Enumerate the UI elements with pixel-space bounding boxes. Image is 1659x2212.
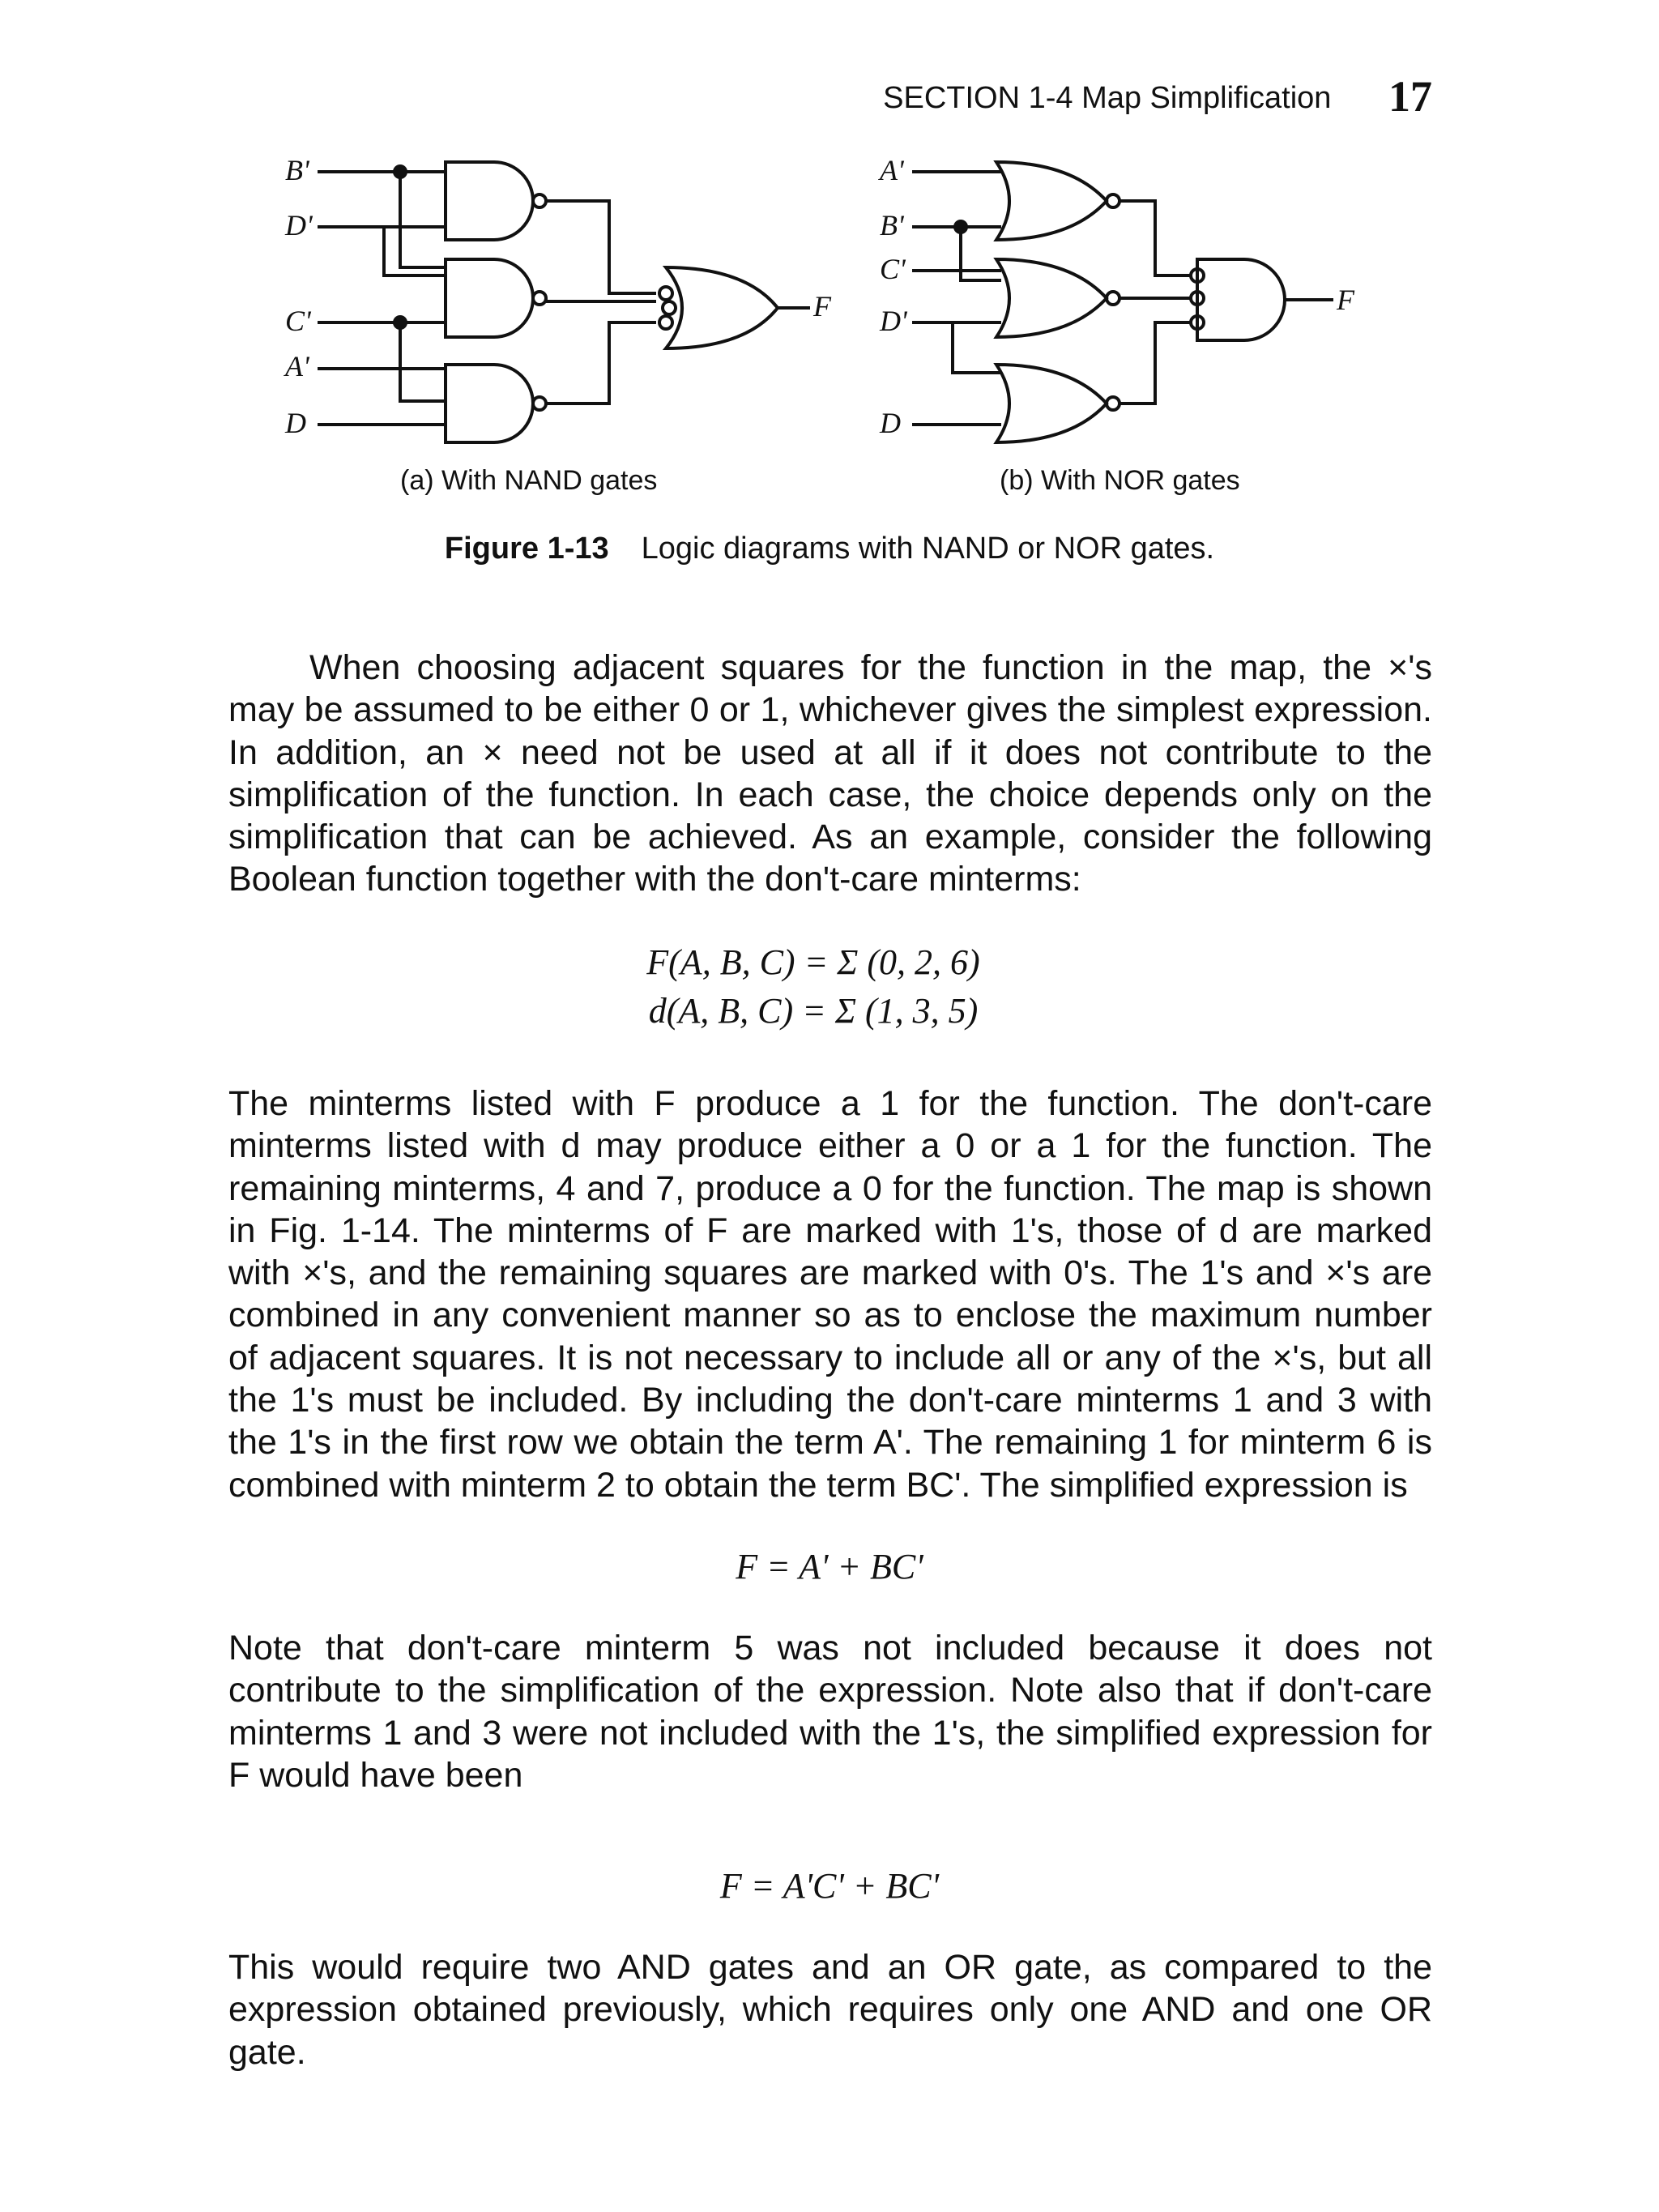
equation-f: F(A, B, C) = Σ (0, 2, 6) bbox=[646, 942, 980, 982]
wire bbox=[1120, 322, 1191, 404]
nand-input-label: C' bbox=[285, 305, 311, 337]
nand-input-label: D' bbox=[285, 209, 313, 241]
nor-input-label: D' bbox=[880, 305, 907, 337]
nand-input-label: A' bbox=[285, 350, 309, 382]
figure-caption-text: Logic diagrams with NAND or NOR gates. bbox=[641, 532, 1215, 566]
paragraph-dont-care-intro: When choosing adjacent squares for the function in the map, the ×'s may be assumed to be either 0 or 1, whichever gives the simplest expression. In addition, an × need not be used at all if it does not contribute to the simplification of the function. In each case, the choice depends only on the simplification that can be achieved. As an example, consider the following Boolean function together with the don't-care minterms: bbox=[228, 648, 1432, 899]
inversion-bubble bbox=[533, 292, 546, 305]
wire bbox=[546, 322, 656, 404]
nand-gate bbox=[446, 259, 533, 337]
wire bbox=[400, 322, 446, 401]
caption-nand: (a) With NAND gates bbox=[400, 465, 658, 496]
wire bbox=[546, 298, 656, 301]
nor-diagram bbox=[878, 154, 1355, 442]
nor-gate bbox=[996, 259, 1107, 337]
inversion-bubble bbox=[533, 397, 546, 410]
nand-input-label: D bbox=[285, 407, 306, 439]
paragraph-note: Note that don't-care minterm 5 was not included because it does not contribute to the simplification of the expression. Note also that if don't-care minterms 1 and 3 were not included with the 1's, the simplified expression for F would have been bbox=[228, 1629, 1432, 1795]
figure-caption bbox=[0, 532, 1659, 566]
nand-gate bbox=[446, 365, 533, 442]
wire bbox=[546, 201, 656, 293]
caption-nor: (b) With NOR gates bbox=[1000, 465, 1240, 496]
nor-input-label: C' bbox=[880, 253, 906, 285]
and-gate bbox=[1197, 259, 1285, 340]
inversion-bubble bbox=[533, 194, 546, 207]
section-title: SECTION 1-4 Map Simplification bbox=[883, 81, 1332, 115]
equation-simplified: F = A' + BC' bbox=[736, 1547, 923, 1586]
nand-output-label: F bbox=[813, 290, 831, 322]
equation-d: d(A, B, C) = Σ (1, 3, 5) bbox=[648, 991, 979, 1031]
equation-alternative: F = A'C' + BC' bbox=[719, 1866, 940, 1906]
page-number: 17 bbox=[1388, 72, 1432, 121]
nor-input-label: A' bbox=[880, 154, 904, 186]
nand-gate bbox=[446, 162, 533, 240]
nor-input-label: B' bbox=[880, 209, 904, 241]
figure-number: Figure 1-13 bbox=[444, 532, 609, 566]
inversion-bubble bbox=[663, 301, 676, 314]
nor-gate bbox=[996, 162, 1107, 240]
or-gate bbox=[666, 267, 778, 348]
junction-dot bbox=[393, 315, 407, 330]
nand-diagram bbox=[284, 154, 832, 442]
junction-dot bbox=[393, 164, 407, 179]
inversion-bubble bbox=[659, 287, 672, 300]
paragraph-minterms: The minterms listed with F produce a 1 for the function. The don't-care minterms listed with d may produce either a 0 or a 1 for the function. The remaining minterms, 4 and 7, produce a 0 for the function. The map is shown in Fig. 1-14. The minterms of F are marked with 1's, those of d are marked with ×'s, and the remaining squares are marked with 0's. The 1's and ×'s are combined in any convenient manner so as to enclose the maximum number of adjacent squares. It is not necessary to include all or any of the ×'s, but all the 1's must be included. By including the don't-care minterms 1 and 3 with the 1's in the first row we obtain the term A'. The remaining 1 for minterm 6 is combined with minterm 2 to obtain the term BC'. The simplified expression is bbox=[228, 1084, 1432, 1505]
nand-input-label: B' bbox=[285, 154, 309, 186]
inversion-bubble bbox=[659, 316, 672, 329]
logic-diagrams bbox=[0, 0, 1659, 519]
wire bbox=[961, 227, 1001, 280]
wire bbox=[953, 322, 1001, 373]
nor-input-label: D bbox=[880, 407, 901, 439]
junction-dot bbox=[953, 220, 968, 234]
paragraph-conclusion: This would require two AND gates and an OR gate, as compared to the expression obtained previously, which requires only one AND and one OR gate. bbox=[228, 1948, 1432, 2072]
wire bbox=[1120, 201, 1191, 275]
wire bbox=[400, 172, 446, 267]
nor-gate bbox=[996, 365, 1107, 442]
nor-output-label: F bbox=[1337, 284, 1354, 316]
